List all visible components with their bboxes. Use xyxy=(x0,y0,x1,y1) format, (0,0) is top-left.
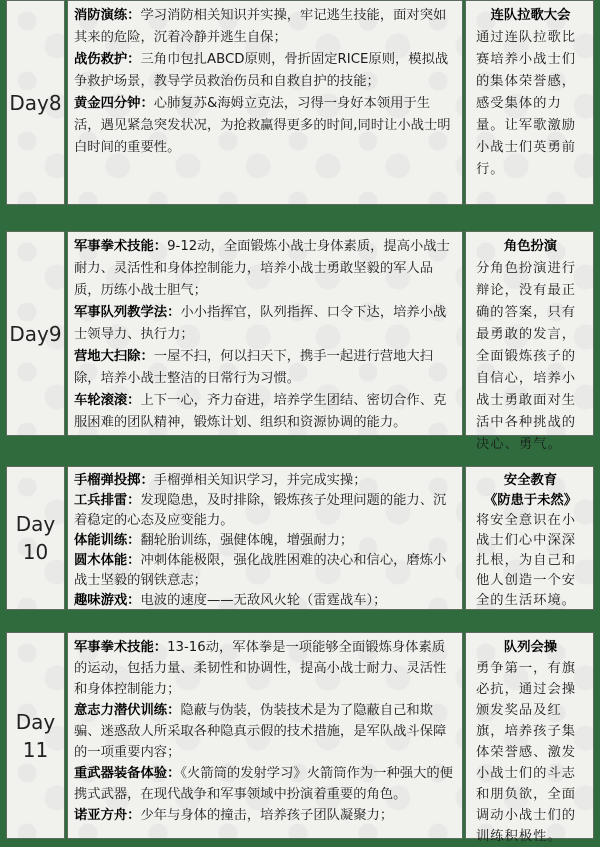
evening-activity xyxy=(465,632,594,844)
evening-activity-subtitle: 《防患于未然》 xyxy=(483,493,578,508)
day-label: Day8 xyxy=(6,0,65,205)
activity-list xyxy=(67,231,463,436)
day-label: Day 10 xyxy=(6,466,65,610)
evening-activity xyxy=(465,0,594,205)
activity-item: 车轮滚滚：上下一心，齐力奋进，培养学生团结、密切合作、克服困难的团队精神，锻炼计划、组织和资源协调的能力。 xyxy=(74,393,447,430)
schedule-row-day11 xyxy=(0,632,600,844)
evening-activity-desc: 通过连队拉歌比赛培养小战士们的集体荣誉感，感受集体的力量。让军歌激励小战士们英勇前行。 xyxy=(476,30,577,177)
day-label: Day 11 xyxy=(6,632,65,839)
activity-list xyxy=(67,632,463,839)
activity-item: 意志力潜伏训练：隐蔽与伪装，伪装技术是为了隐蔽自己和欺骗、迷惑敌人所采取各种隐真示假的技术措施，是军队战斗保障的一项重要内容； xyxy=(74,703,447,760)
activity-item: 趣味游戏：电波的速度——无敌风火轮（雷霆战车）； xyxy=(74,593,387,608)
activity-list xyxy=(67,0,463,205)
activity-item: 黄金四分钟：心肺复苏&海姆立克法，习得一身好本领用于生活，遇见紧急突发状况，为抢救赢得更多的时间,同时让小战士明白时间的重要性。 xyxy=(74,96,451,155)
evening-activity-title: 队列会操 xyxy=(503,640,558,655)
evening-activity-title: 安全教育 xyxy=(503,473,558,488)
schedule-row-day9 xyxy=(0,231,600,452)
evening-activity-title: 角色扮演 xyxy=(503,239,558,254)
activity-item: 工兵排雷：发现隐患，及时排除，锻炼孩子处理问题的能力、沉着稳定的心态及应变能力。 xyxy=(74,493,447,528)
activity-item: 重武器装备体验：《火箭筒的发射学习》火箭筒作为一种强大的便携式武器，在现代战争和军事领域中扮演着重要的角色。 xyxy=(74,766,453,802)
evening-activity xyxy=(465,231,594,452)
evening-activity-title: 连队拉歌大会 xyxy=(490,8,571,23)
activity-item: 军事拳术技能：13-16动，军体拳是一项能够全面锻炼身体素质的运动，包括力量、柔韧性和协调性，提高小战士耐力、灵活性和身体控制能力； xyxy=(74,640,447,697)
day-label: Day9 xyxy=(6,231,65,436)
evening-activity-desc: 勇争第一，有旗必抗，通过会操颁发奖品及红旗，培养孩子集体荣誉感、激发小战士们的斗志和朋负欲，全面调动小战士们的训练积极性。 xyxy=(476,661,577,844)
evening-activity-desc: 分角色扮演进行辩论，没有最正确的答案，只有最勇敢的发言，全面锻炼孩子的自信心，培养小战士勇敢面对生活中各种挑战的决心、勇气。 xyxy=(476,261,577,452)
evening-activity xyxy=(465,466,594,610)
activity-item: 战伤救护：三角巾包扎ABCD原则，骨折固定RICE原则，模拟战争救护场景，教导学员救治伤员和自救自护的技能； xyxy=(74,52,449,89)
activity-item: 手榴弹投掷：手榴弹相关知识学习，并完成实操； xyxy=(74,473,367,488)
activity-list xyxy=(67,466,463,610)
activity-item: 军事队列教学法：小小指挥官，队列指挥、口令下达，培养小战士领导力、执行力； xyxy=(74,305,447,342)
activity-item: 消防演练：学习消防相关知识并实操，牢记逃生技能，面对突如其来的危险，沉着冷静并逃生自保； xyxy=(74,8,447,45)
evening-activity-desc: 将安全意识在小战士们心中深深扎根，为自己和他人创造一个安全的生活环境。 xyxy=(476,513,577,608)
schedule-row-day8 xyxy=(0,0,600,205)
activity-item: 体能训练：翻轮胎训练，强健体魄，增强耐力； xyxy=(74,533,354,548)
activity-item: 营地大扫除：一屋不扫，何以扫天下，携手一起进行营地大扫除，培养小战士整洁的日常行为习惯。 xyxy=(74,349,434,386)
activity-item: 圆木体能：冲刺体能极限，强化战胜困难的决心和信心，磨炼小战士坚毅的钢铁意志； xyxy=(74,553,447,588)
activity-item: 诺亚方舟：少年与身体的撞击，培养孩子团队凝聚力； xyxy=(74,808,394,823)
schedule-row-day10 xyxy=(0,466,600,610)
activity-item: 军事拳术技能：9-12动，全面锻炼小战士身体素质，提高小战士耐力、灵活性和身体控制能力，培养小战士勇敢坚毅的军人品质，历练小战士胆气； xyxy=(74,239,450,298)
